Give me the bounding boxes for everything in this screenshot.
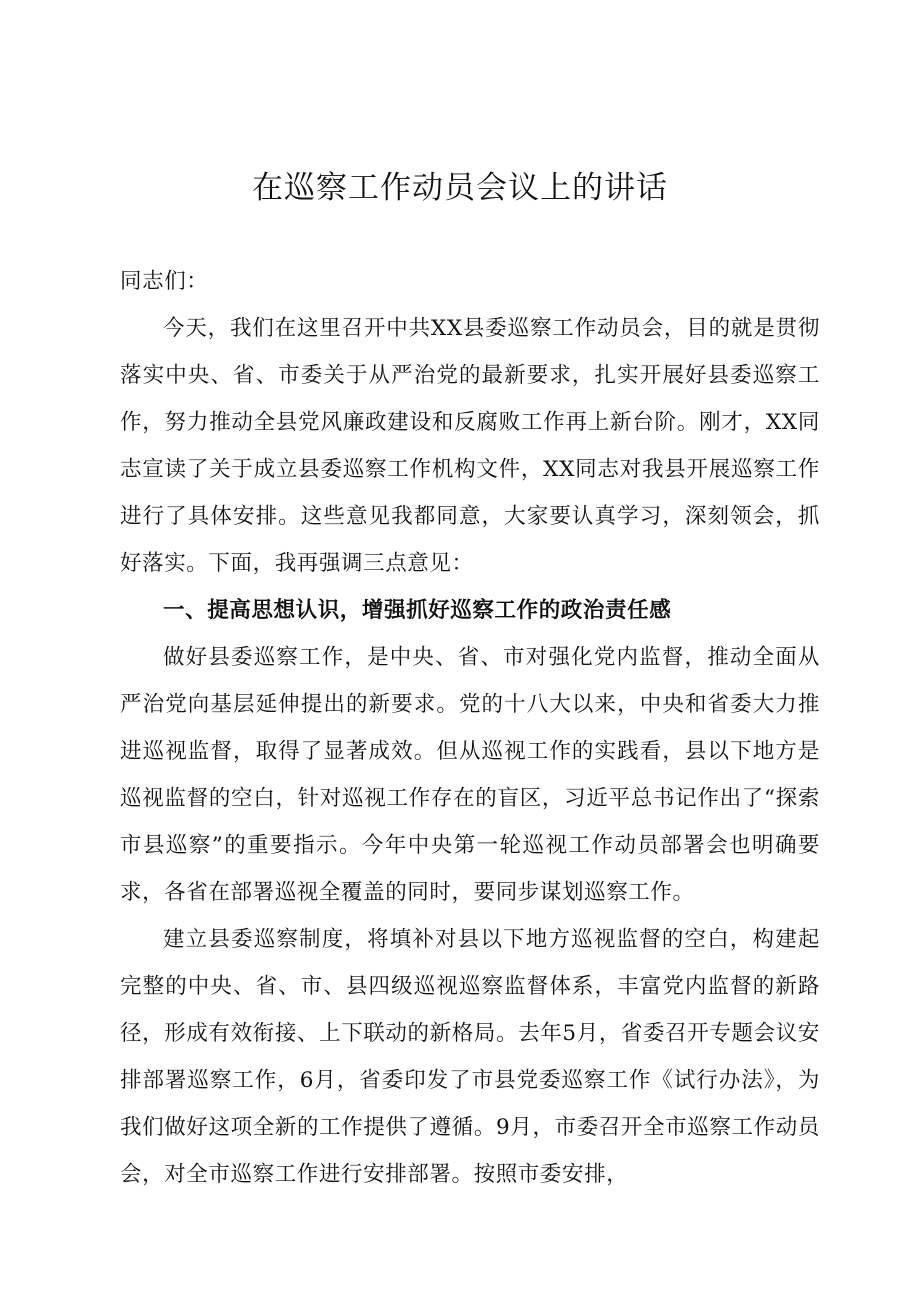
section-paragraph-2: 建立县委巡察制度，将填补对县以下地方巡视监督的空白，构建起完整的中央、省、市、县四级巡视巡察监督体系，丰富党内监督的新路径，形成有效衔接、上下联动的新格局。去年5月，省委召开专题会议安排部署巡察工作，6月，省委印发了市县党委巡察工作《试行办法》，为我们做好这项全新的工作提供了遵循。9月，市委召开全市巡察工作动员会，对全市巡察工作进行安排部署。按照市委安排， [120, 927, 820, 1187]
document-title: 在巡察工作动员会议上的讲话 [252, 170, 668, 206]
section-paragraph-1: 做好县委巡察工作，是中央、省、市对强化党内监督，推动全面从严治党向基层延伸提出的新要求。党的十八大以来，中央和省委大力推进巡视监督，取得了显著成效。但从巡视工作的实践看，县以下地方是巡视监督的空白，针对巡视工作存在的盲区，习近平总书记作出了“探索市县巡察”的重要指示。今年中央第一轮巡视工作动员部署会也明确要求，各省在部署巡视全覆盖的同时，要同步谋划巡察工作。 [120, 645, 820, 905]
opening-paragraph: 今天，我们在这里召开中共XX县委巡察工作动员会，目的就是贯彻落实中央、省、市委关于从严治党的最新要求，扎实开展好县委巡察工作，努力推动全县党风廉政建设和反腐败工作再上新台阶。刚才，XX同志宣读了关于成立县委巡察工作机构文件，XX同志对我县开展巡察工作进行了具体安排。这些意见我都同意，大家要认真学习，深刻领会，抓好落实。下面，我再强调三点意见： [120, 316, 820, 576]
section-heading: 一、提高思想认识，增强抓好巡察工作的政治责任感 [163, 598, 672, 623]
salutation: 同志们： [120, 269, 209, 294]
document-body [120, 258, 820, 1198]
